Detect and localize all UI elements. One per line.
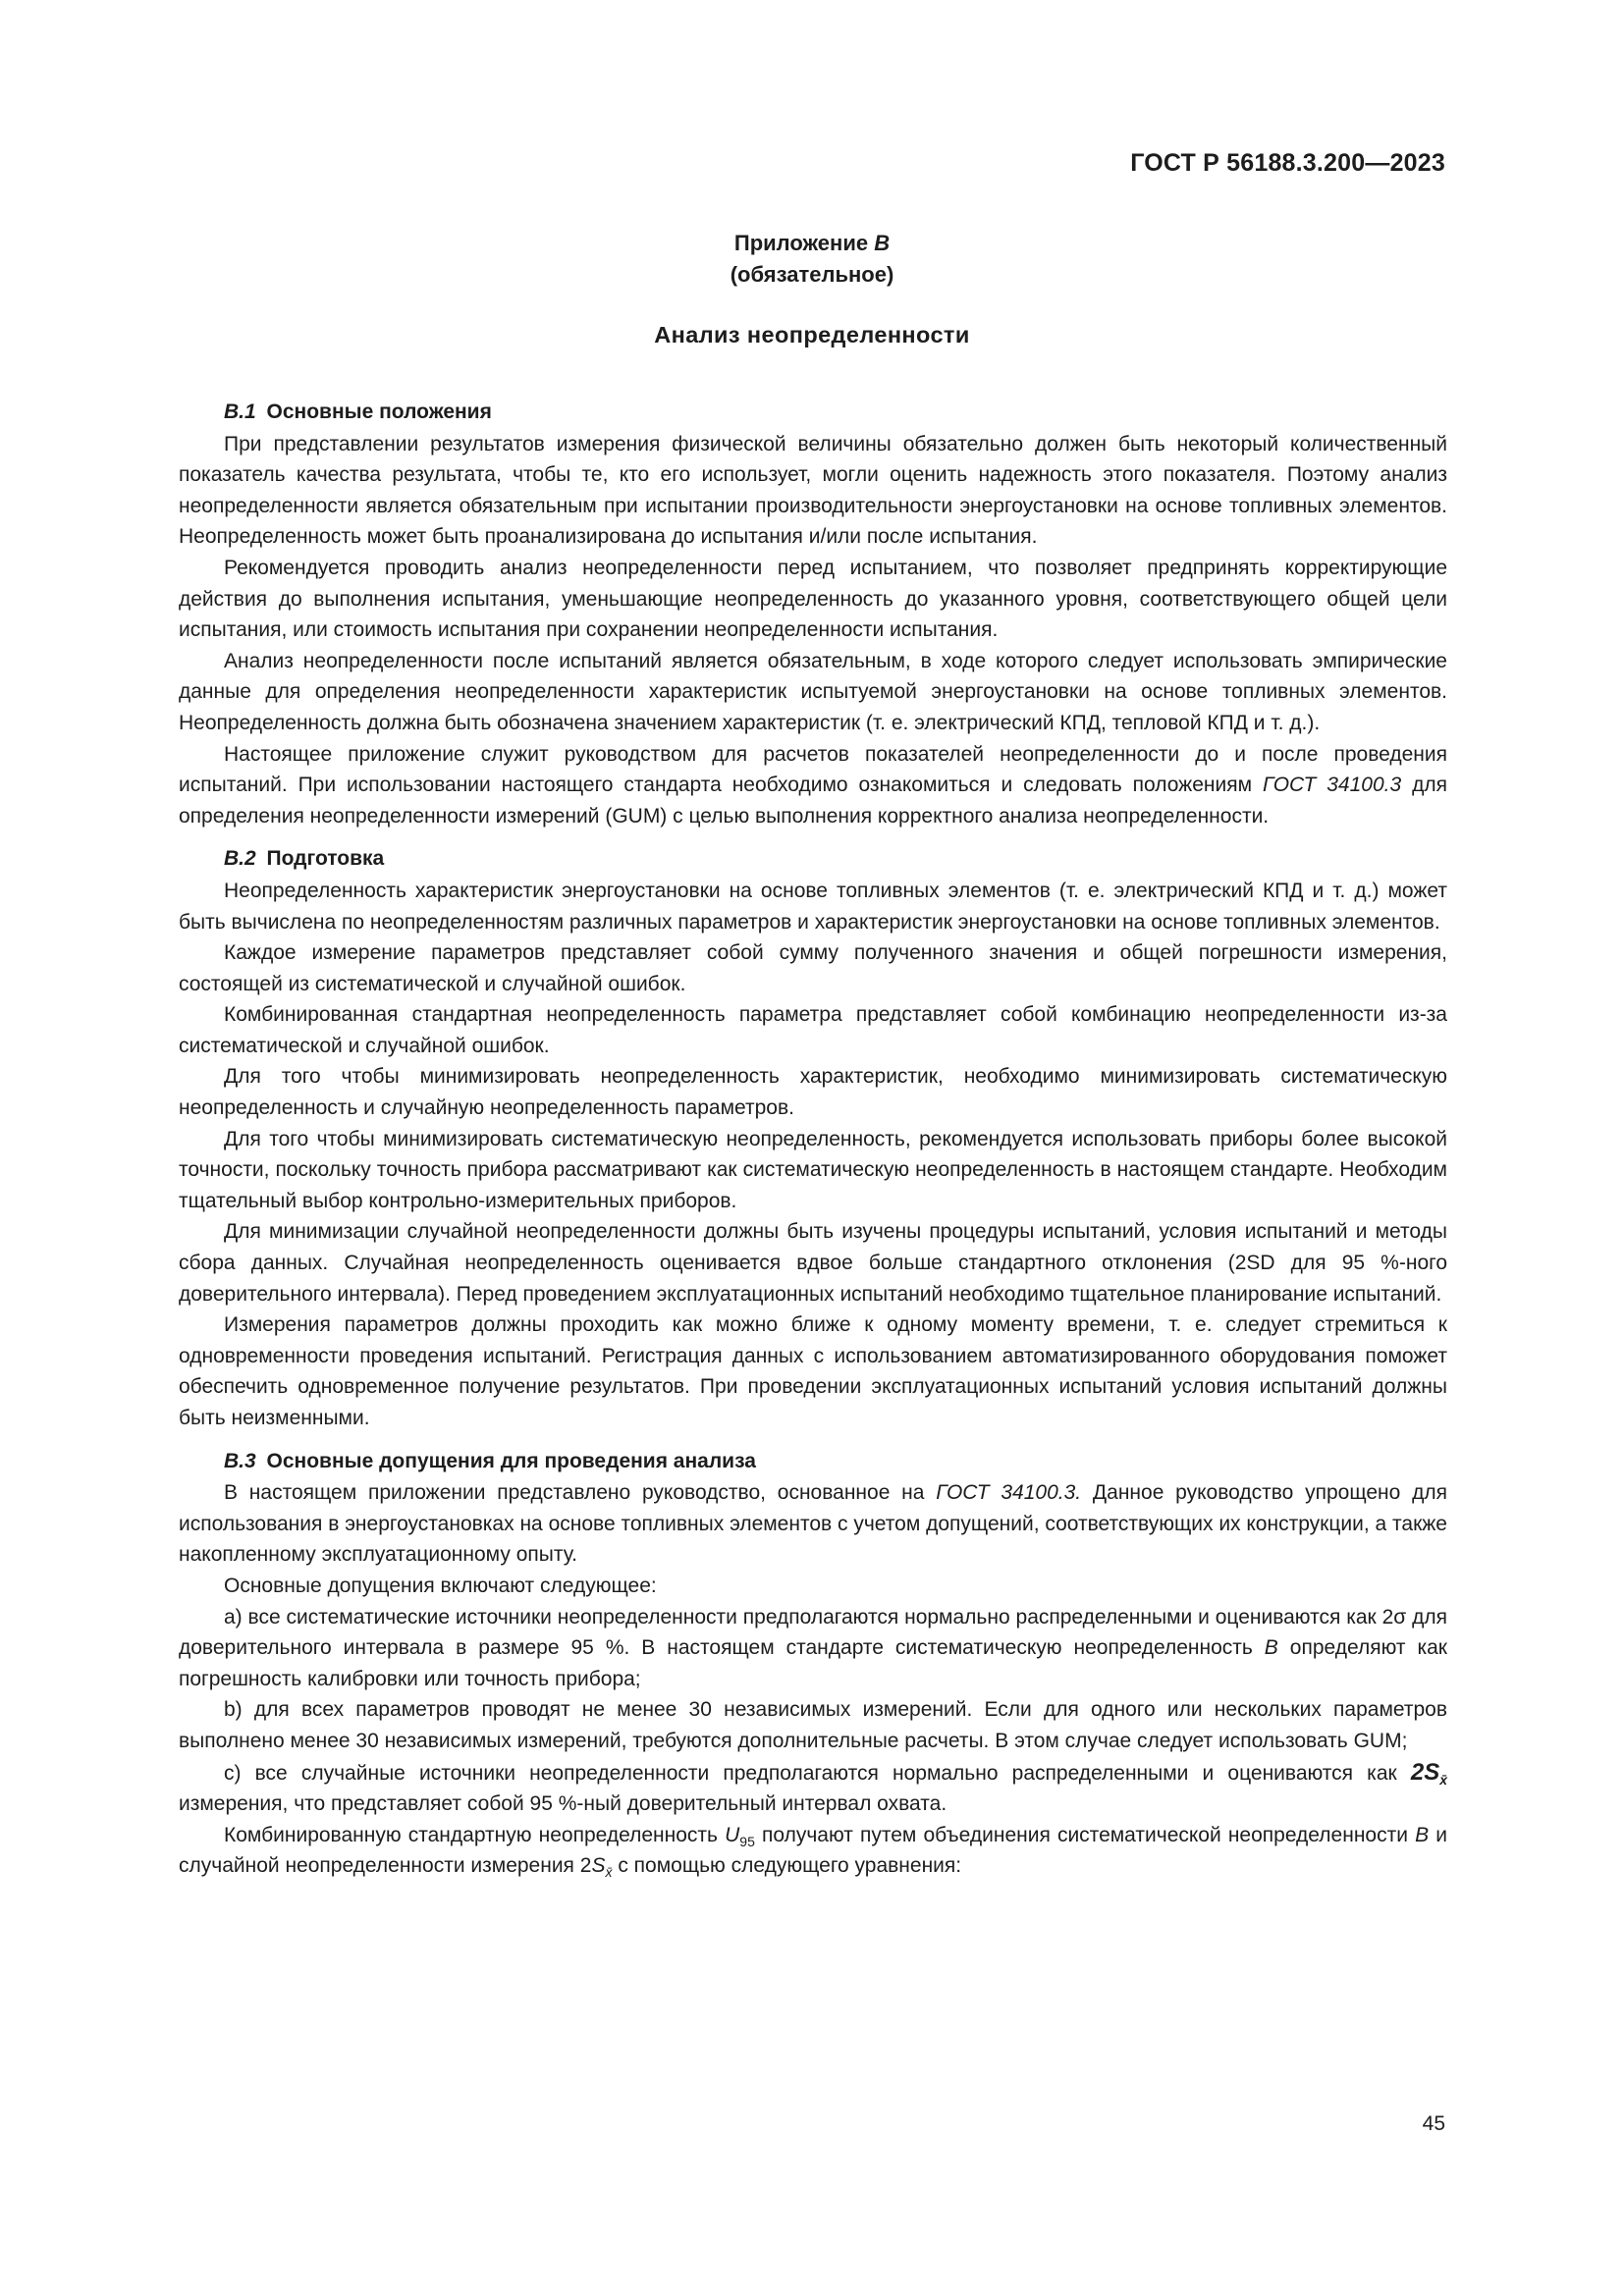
paragraph: При представлении результатов измерения физической величины обязательно должен быть некоторый количественный показатель качества результата, чтобы те, кто его использует, могли оценить надежность этого показателя. Поэтому анализ неопределенности является обязательным при испытании производительности энергоустановки на основе топливных элементов. Неопределенность может быть проанализирована до испытания и/или после испытания. (179, 432, 1447, 549)
paragraph: Рекомендуется проводить анализ неопределенности перед испытанием, что позволяет предпринять корректирующие действия до выполнения испытания, уменьшающие неопределенность до указанного уровня, соответствующего общей цели испытания, или стоимость испытания при сохранении неопределенности испытания. (179, 556, 1447, 642)
paragraph: Для минимизации случайной неопределенности должны быть изучены процедуры испытаний, условия испытаний и методы сбора данных. Случайная неопределенность оценивается вдвое больше стандартного отклонения (2SD для 95 %-ного доверительного интервала). Перед проведением эксплуатационных испытаний необходимо тщательное планирование испытаний. (179, 1220, 1447, 1306)
symbol-s-subscript: x̄ (605, 1864, 613, 1881)
paragraph: Каждое измерение параметров представляет собой сумму полученного значения и общей погрешности измерения, состоящей из систематической и случайной ошибок. (179, 941, 1447, 995)
annex-status: (обязательное) (730, 262, 894, 287)
section-heading-b2 (179, 843, 1447, 875)
paragraph: Комбинированная стандартная неопределенность параметра представляет собой комбинацию неопределенности из-за систематической и случайной ошибок. (179, 1003, 1447, 1057)
standard-reference: ГОСТ 34100.3. (936, 1481, 1082, 1505)
paragraph-text: с помощью следующего уравнения: (618, 1854, 962, 1878)
paragraph: Измерения параметров должны проходить как можно ближе к одному моменту времени, т. е. следует стремиться к одновременности проведения испытаний. Регистрация данных с использованием автоматизированного оборудования поможет обеспечить одновременное получение результатов. При проведении эксплуатационных испытаний условия испытаний должны быть неизменными. (179, 1313, 1447, 1429)
annex-title: Анализ неопределенности (654, 322, 970, 347)
symbol-u-subscript: 95 (739, 1833, 755, 1849)
annex-label: Приложение (733, 231, 869, 255)
list-item-c (179, 1757, 1447, 1820)
list-item-b: b) для всех параметров проводят не менее 30 независимых измерений. Если для одного или нескольких параметров выполнено менее 30 независимых измерений, требуются дополнительные расчеты. В этом случае следует использовать GUM; (179, 1698, 1447, 1752)
paragraph-text: получают путем объединения систематической неопределенности (762, 1823, 1408, 1846)
paragraph: Для того чтобы минимизировать неопределенность характеристик, необходимо минимизировать систематическую неопределенность и случайную неопределенность параметров. (179, 1065, 1447, 1120)
paragraph-text: Данное руководство упрощено для использования в энергоустановках на основе топливных элементов с учетом допущений, соответствующих их конструкции, а также накопленному эксплуатационному опыту. (179, 1481, 1447, 1567)
paragraph-text: Комбинированную стандартную неопределенность (224, 1823, 718, 1846)
paragraph: Анализ неопределенности после испытаний является обязательным, в ходе которого следует использовать эмпирические данные для определения неопределенности характеристик испытуемой энергоустановки на основе топливных элементов. Неопределенность должна быть обозначена значением характеристик (т. е. электрический КПД, тепловой КПД и т. д.). (179, 649, 1447, 734)
section-heading-b3 (179, 1446, 1447, 1477)
symbol-2s-subscript: x̄ (1439, 1771, 1447, 1788)
paragraph-text: для определения неопределенности измерений (GUM) с целью выполнения корректного анализа неопределенности. (179, 774, 1447, 828)
paragraph-text: определяют как погрешность калибровки или точность прибора; (179, 1636, 1447, 1690)
symbol-b: B (1264, 1636, 1278, 1660)
page-number: 45 (1422, 2112, 1445, 2135)
paragraph: Неопределенность характеристик энергоустановки на основе топливных элементов (т. е. электрический КПД и т. д.) может быть вычислена по неопределенностям различных параметров и характеристик энергоустановки на основе топливных элементов. (179, 879, 1447, 934)
paragraph (179, 1477, 1447, 1571)
section-title: Основные положения (266, 400, 492, 423)
symbol-u: U (725, 1823, 740, 1846)
paragraph-text: а) все систематические источники неопределенности предполагаются нормально распределенными и оцениваются как 2σ для доверительного интервала в размере 95 %. В настоящем стандарте систематическую неопределенность (179, 1605, 1447, 1660)
symbol-s: S (591, 1854, 606, 1878)
paragraph-text: Настоящее приложение служит руководством для расчетов показателей неопределенности до и после проведения испытаний. При использовании настоящего стандарта необходимо ознакомиться и следовать положениям (179, 742, 1447, 797)
paragraph-text: и случайной неопределенности измерения 2 (179, 1823, 1447, 1878)
section-heading-b1 (179, 397, 1447, 428)
annex-label-line (0, 228, 1624, 259)
document-number: ГОСТ Р 56188.3.200—2023 (1130, 149, 1445, 177)
standard-reference: ГОСТ 34100.3 (1262, 774, 1402, 797)
section-number: В.3 (224, 1449, 256, 1472)
paragraph-text: измерения, что представляет собой 95 %-ный доверительный интервал охвата. (179, 1792, 947, 1816)
annex-letter: В (874, 231, 891, 255)
paragraph: Для того чтобы минимизировать систематическую неопределенность, рекомендуется использовать приборы более высокой точности, поскольку точность прибора рассматривают как систематическую неопределенность в настоящем стандарте. Необходим тщательный выбор контрольно-измерительных приборов. (179, 1127, 1447, 1212)
paragraph-text: c) все случайные источники неопределенности предполагаются нормально распределенными и оцениваются как (224, 1761, 1397, 1785)
section-number: В.1 (224, 400, 256, 423)
document-body (179, 397, 1447, 1882)
section-title: Основные допущения для проведения анализа (266, 1449, 756, 1472)
section-number: В.2 (224, 847, 256, 871)
symbol-2s: 2S (1410, 1758, 1440, 1786)
paragraph (179, 1820, 1447, 1882)
paragraph-text: В настоящем приложении представлено руководство, основанное на (224, 1481, 925, 1505)
annex-heading (0, 228, 1624, 291)
paragraph (179, 739, 1447, 832)
symbol-b: B (1415, 1823, 1430, 1846)
paragraph: Основные допущения включают следующее: (224, 1574, 657, 1597)
list-item-a (179, 1602, 1447, 1695)
section-title: Подготовка (266, 847, 385, 871)
